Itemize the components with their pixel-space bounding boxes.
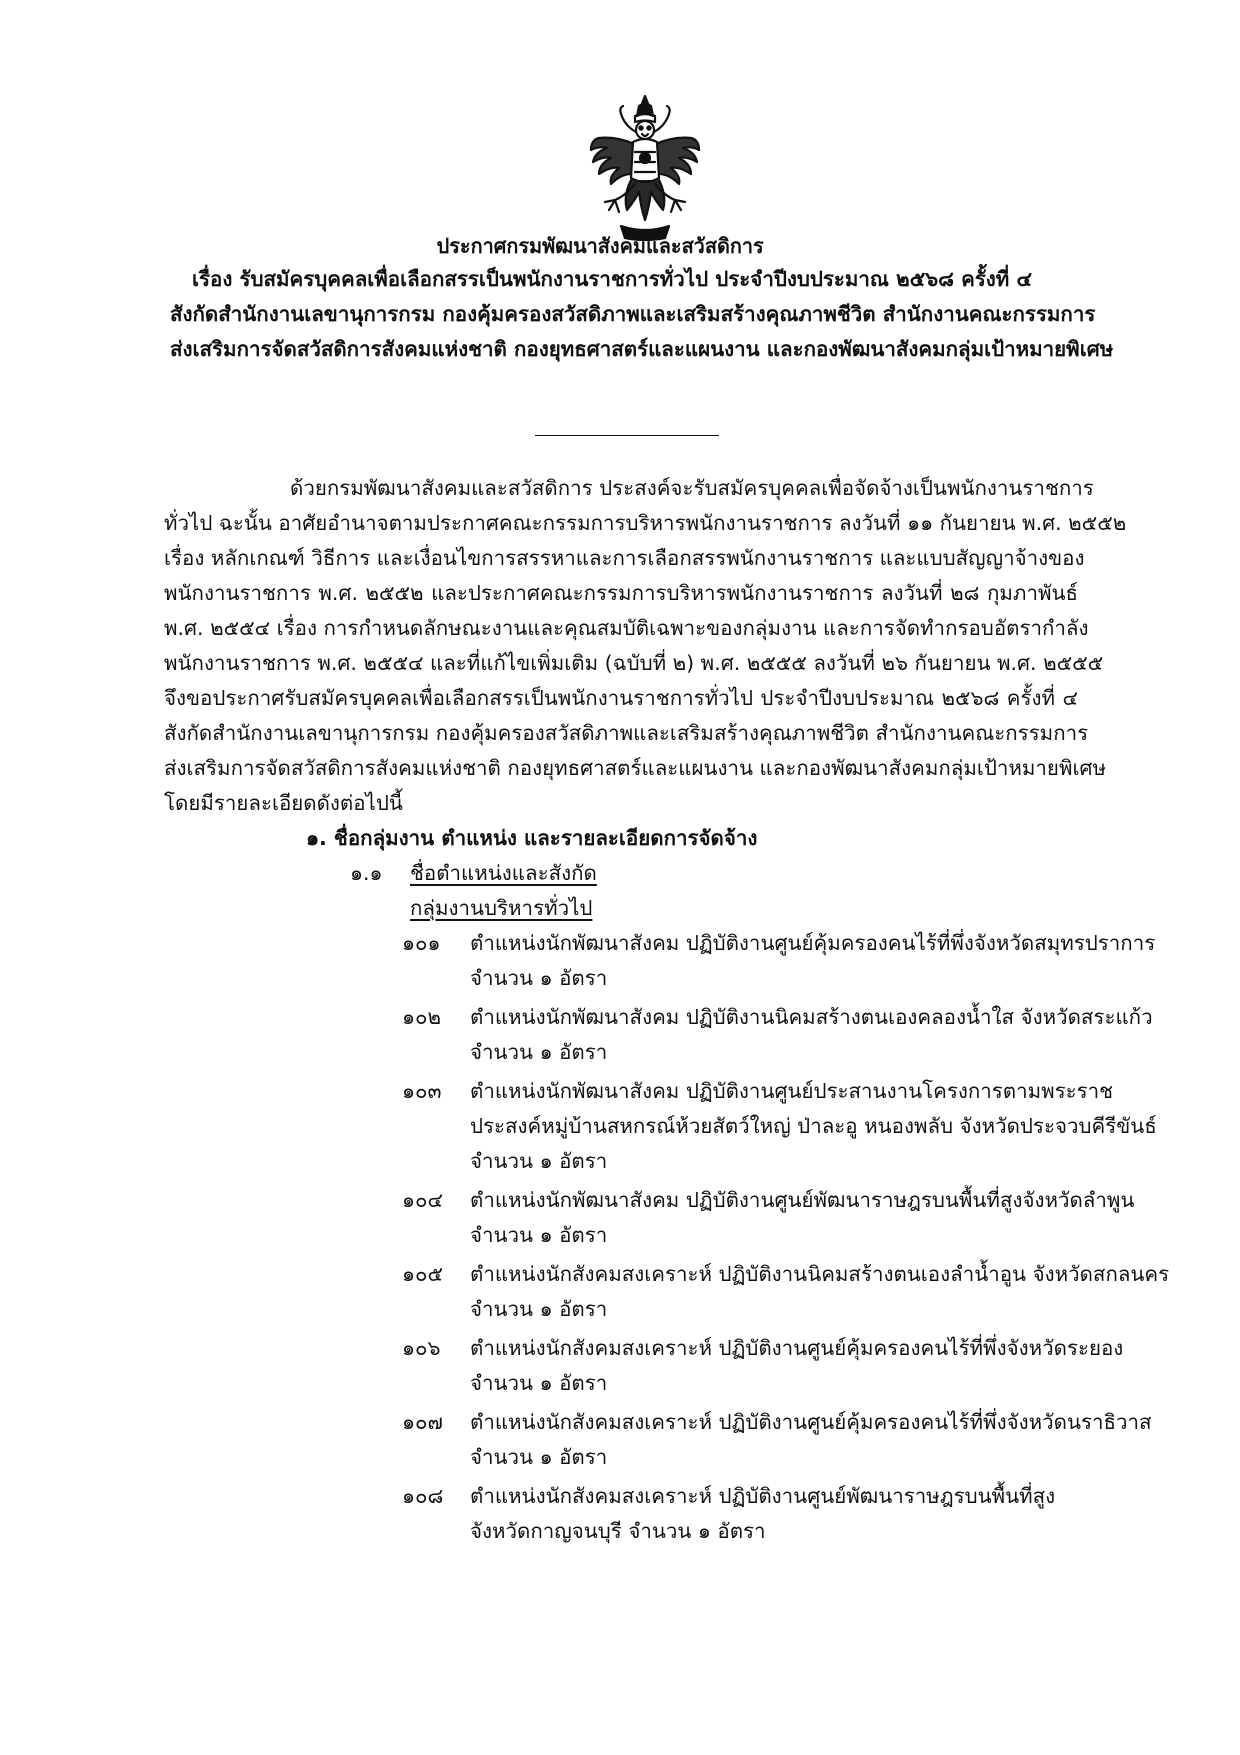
title-line-3: ส่งเสริมการจัดสวัสดิการสังคมแห่งชาติ กองยุทธศาสตร์และแผนงาน และกองพัฒนาสังคมกลุ่มเป้าหมายพิเศษ [170, 337, 1114, 361]
position-101-line-2: จำนวน ๑ อัตรา [470, 966, 608, 990]
title-line-1: เรื่อง รับสมัครบุคคลเพื่อเลือกสรรเป็นพนักงานราชการทั่วไป ประจำปีงบประมาณ ๒๕๖๘ ครั้งที่ ๔ [192, 267, 1032, 291]
position-105-line-2: จำนวน ๑ อัตรา [470, 1297, 608, 1321]
title-divider [535, 435, 719, 436]
paragraph-line-7: จึงขอประกาศรับสมัครบุคคลเพื่อเลือกสรรเป็นพนักงานราชการทั่วไป ประจำปีงบประมาณ ๒๕๖๘ ครั้งที่ ๔ [164, 686, 1078, 710]
subsection-number: ๑.๑ [350, 861, 383, 885]
position-104-line-2: จำนวน ๑ อัตรา [470, 1223, 608, 1247]
title-line-2: สังกัดสำนักงานเลขานุการกรม กองคุ้มครองสวัสดิภาพและเสริมสร้างคุณภาพชีวิต สำนักงานคณะกรรมการ [170, 302, 1096, 326]
garuda-emblem-icon [585, 92, 705, 242]
position-106-line-2: จำนวน ๑ อัตรา [470, 1371, 608, 1395]
position-code-103: ๑๐๓ [402, 1079, 442, 1103]
paragraph-line-10: โดยมีรายละเอียดดังต่อไปนี้ [164, 791, 403, 815]
paragraph-line-8: สังกัดสำนักงานเลขานุการกรม กองคุ้มครองสวัสดิภาพและเสริมสร้างคุณภาพชีวิต สำนักงานคณะกรรมการ [164, 721, 1089, 745]
paragraph-line-6: พนักงานราชการ พ.ศ. ๒๕๕๔ และที่แก้ไขเพิ่มเติม (ฉบับที่ ๒) พ.ศ. ๒๕๕๕ ลงวันที่ ๒๖ กันยายน พ.ศ. ๒๕๕๕ [164, 651, 1104, 675]
position-code-101: ๑๐๑ [402, 931, 441, 955]
position-code-102: ๑๐๒ [402, 1005, 442, 1029]
position-102-line-2: จำนวน ๑ อัตรา [470, 1040, 608, 1064]
position-103-line-3: จำนวน ๑ อัตรา [470, 1149, 608, 1173]
section-heading: ๑. ชื่อกลุ่มงาน ตำแหน่ง และรายละเอียดการจัดจ้าง [306, 826, 758, 850]
paragraph-line-1: ด้วยกรมพัฒนาสังคมและสวัสดิการ ประสงค์จะรับสมัครบุคคลเพื่อจัดจ้างเป็นพนักงานราชการ [290, 476, 1094, 500]
position-103-line-2: ประสงค์หมู่บ้านสหกรณ์ห้วยสัตว์ใหญ่ ป่าละอู หนองพลับ จังหวัดประจวบคีรีขันธ์ [470, 1114, 1157, 1138]
position-code-105: ๑๐๕ [402, 1262, 444, 1286]
group-title: กลุ่มงานบริหารทั่วไป [410, 896, 593, 920]
paragraph-line-2: ทั่วไป ฉะนั้น อาศัยอำนาจตามประกาศคณะกรรมการบริหารพนักงานราชการ ลงวันที่ ๑๑ กันยายน พ.ศ. ๒๕๕๒ [164, 511, 1127, 535]
subsection-title: ชื่อตำแหน่งและสังกัด [410, 861, 597, 885]
agency-announcement-heading: ประกาศกรมพัฒนาสังคมและสวัสดิการ [436, 234, 764, 258]
position-107-line-1: ตำแหน่งนักสังคมสงเคราะห์ ปฏิบัติงานศูนย์คุ้มครองคนไร้ที่พึ่งจังหวัดนราธิวาส [470, 1410, 1152, 1434]
paragraph-line-9: ส่งเสริมการจัดสวัสดิการสังคมแห่งชาติ กองยุทธศาสตร์และแผนงาน และกองพัฒนาสังคมกลุ่มเป้าหมายพิเศษ [164, 756, 1106, 780]
position-code-107: ๑๐๗ [402, 1410, 443, 1434]
position-108-line-2: จังหวัดกาญจนบุรี จำนวน ๑ อัตรา [470, 1519, 766, 1543]
position-106-line-1: ตำแหน่งนักสังคมสงเคราะห์ ปฏิบัติงานศูนย์คุ้มครองคนไร้ที่พึ่งจังหวัดระยอง [470, 1336, 1124, 1360]
position-code-108: ๑๐๘ [402, 1484, 444, 1508]
position-103-line-1: ตำแหน่งนักพัฒนาสังคม ปฏิบัติงานศูนย์ประสานงานโครงการตามพระราช [470, 1079, 1114, 1103]
position-104-line-1: ตำแหน่งนักพัฒนาสังคม ปฏิบัติงานศูนย์พัฒนาราษฎรบนพื้นที่สูงจังหวัดลำพูน [470, 1188, 1135, 1212]
position-102-line-1: ตำแหน่งนักพัฒนาสังคม ปฏิบัติงานนิคมสร้างตนเองคลองน้ำใส จังหวัดสระแก้ว [470, 1005, 1153, 1029]
paragraph-line-5: พ.ศ. ๒๕๕๔ เรื่อง การกำหนดลักษณะงานและคุณสมบัติเฉพาะของกลุ่มงาน และการจัดทำกรอบอัตรากำลัง [164, 616, 1089, 640]
position-108-line-1: ตำแหน่งนักสังคมสงเคราะห์ ปฏิบัติงานศูนย์พัฒนาราษฎรบนพื้นที่สูง [470, 1484, 1056, 1508]
position-101-line-1: ตำแหน่งนักพัฒนาสังคม ปฏิบัติงานศูนย์คุ้มครองคนไร้ที่พึ่งจังหวัดสมุทรปราการ [470, 931, 1156, 955]
position-105-line-1: ตำแหน่งนักสังคมสงเคราะห์ ปฏิบัติงานนิคมสร้างตนเองลำน้ำอูน จังหวัดสกลนคร [470, 1262, 1170, 1286]
paragraph-line-4: พนักงานราชการ พ.ศ. ๒๕๕๒ และประกาศคณะกรรมการบริหารพนักงานราชการ ลงวันที่ ๒๘ กุมภาพันธ์ [164, 581, 1078, 605]
position-code-104: ๑๐๔ [402, 1188, 444, 1212]
position-107-line-2: จำนวน ๑ อัตรา [470, 1445, 608, 1469]
paragraph-line-3: เรื่อง หลักเกณฑ์ วิธีการ และเงื่อนไขการสรรหาและการเลือกสรรพนักงานราชการ และแบบสัญญาจ้างของ [164, 546, 1085, 570]
position-code-106: ๑๐๖ [402, 1336, 441, 1360]
